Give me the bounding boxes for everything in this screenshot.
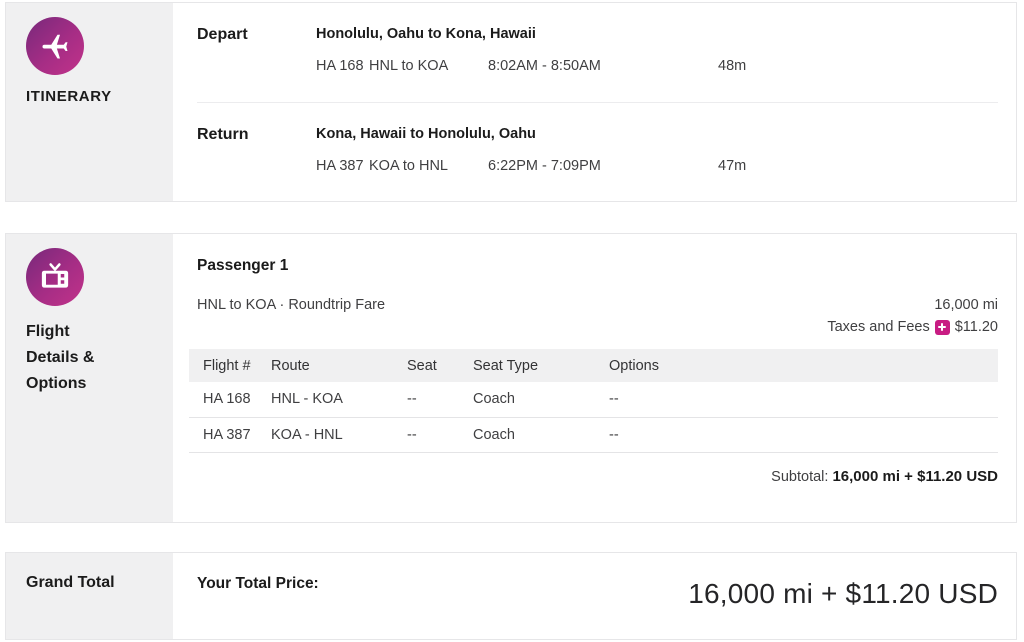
return-segment-body (316, 126, 998, 201)
cell-seat-type: Coach (473, 382, 609, 417)
total-price-value: 16,000 mi + $11.20 USD (688, 578, 998, 609)
fare-miles: 16,000 mi (934, 297, 998, 313)
cell-seat: -- (407, 417, 473, 452)
grand-total-content (173, 553, 1016, 639)
cell-route: HNL - KOA (271, 382, 407, 417)
flight-details-sidebar (6, 234, 173, 522)
itinerary-icon-circle (26, 17, 84, 75)
subtotal-value: 16,000 mi + $11.20 USD (832, 467, 998, 485)
plane-icon (40, 31, 70, 61)
col-route: Route (271, 349, 407, 382)
taxes-value: $11.20 (954, 319, 998, 335)
depart-duration: 48m (718, 58, 747, 74)
itinerary-sidebar (6, 3, 173, 201)
flight-details-section-label: Flight Details & Options (26, 323, 95, 392)
return-flight-number: HA 387 (316, 158, 364, 174)
cell-seat: -- (407, 382, 473, 417)
itinerary-section-label: ITINERARY (26, 88, 112, 105)
passenger-title: Passenger 1 (197, 257, 289, 274)
subtotal-line (197, 468, 998, 485)
return-times: 6:22PM - 7:09PM (488, 158, 601, 174)
grand-total-section (5, 552, 1017, 640)
table-header-row (189, 349, 998, 382)
col-options: Options (609, 349, 998, 382)
col-flight-number: Flight # (189, 349, 271, 382)
cell-options: -- (609, 417, 998, 452)
flight-details-icon-circle (26, 248, 84, 306)
cell-route: KOA - HNL (271, 417, 407, 452)
depart-route-title: Honolulu, Oahu to Kona, Hawaii (316, 26, 536, 42)
cell-seat-type: Coach (473, 417, 609, 452)
depart-segment-body (316, 26, 998, 102)
subtotal-label: Subtotal: (771, 468, 829, 485)
depart-times: 8:02AM - 8:50AM (488, 58, 601, 74)
total-price-label: Your Total Price: (197, 575, 319, 592)
depart-route: HNL to KOA (369, 58, 449, 74)
tv-icon (40, 262, 70, 292)
return-flight-detail (316, 158, 998, 174)
itinerary-content (173, 3, 1016, 201)
return-route-title: Kona, Hawaii to Honolulu, Oahu (316, 126, 536, 142)
seat-options-table (189, 349, 998, 453)
taxes-line (197, 319, 998, 335)
cell-flight-number: HA 168 (189, 382, 271, 417)
grand-total-label: Grand Total (26, 574, 115, 591)
depart-label: Depart (197, 26, 248, 43)
depart-flight-detail (316, 58, 998, 74)
taxes-expand-plus-icon[interactable] (935, 320, 950, 335)
fare-label: HNL to KOA · Roundtrip Fare (197, 297, 386, 313)
fare-line (197, 297, 998, 313)
col-seat-type: Seat Type (473, 349, 609, 382)
return-label: Return (197, 126, 249, 143)
table-row (189, 382, 998, 417)
grand-total-sidebar (6, 553, 173, 639)
return-segment-row (197, 102, 998, 201)
depart-flight-number: HA 168 (316, 58, 364, 74)
depart-segment-row (197, 3, 998, 102)
table-row (189, 417, 998, 452)
itinerary-section (5, 2, 1017, 202)
flight-details-content (173, 234, 1016, 522)
cell-options: -- (609, 382, 998, 417)
flight-details-section (5, 233, 1017, 523)
return-route: KOA to HNL (369, 158, 448, 174)
col-seat: Seat (407, 349, 473, 382)
taxes-label: Taxes and Fees (827, 319, 930, 335)
cell-flight-number: HA 387 (189, 417, 271, 452)
return-duration: 47m (718, 158, 747, 174)
